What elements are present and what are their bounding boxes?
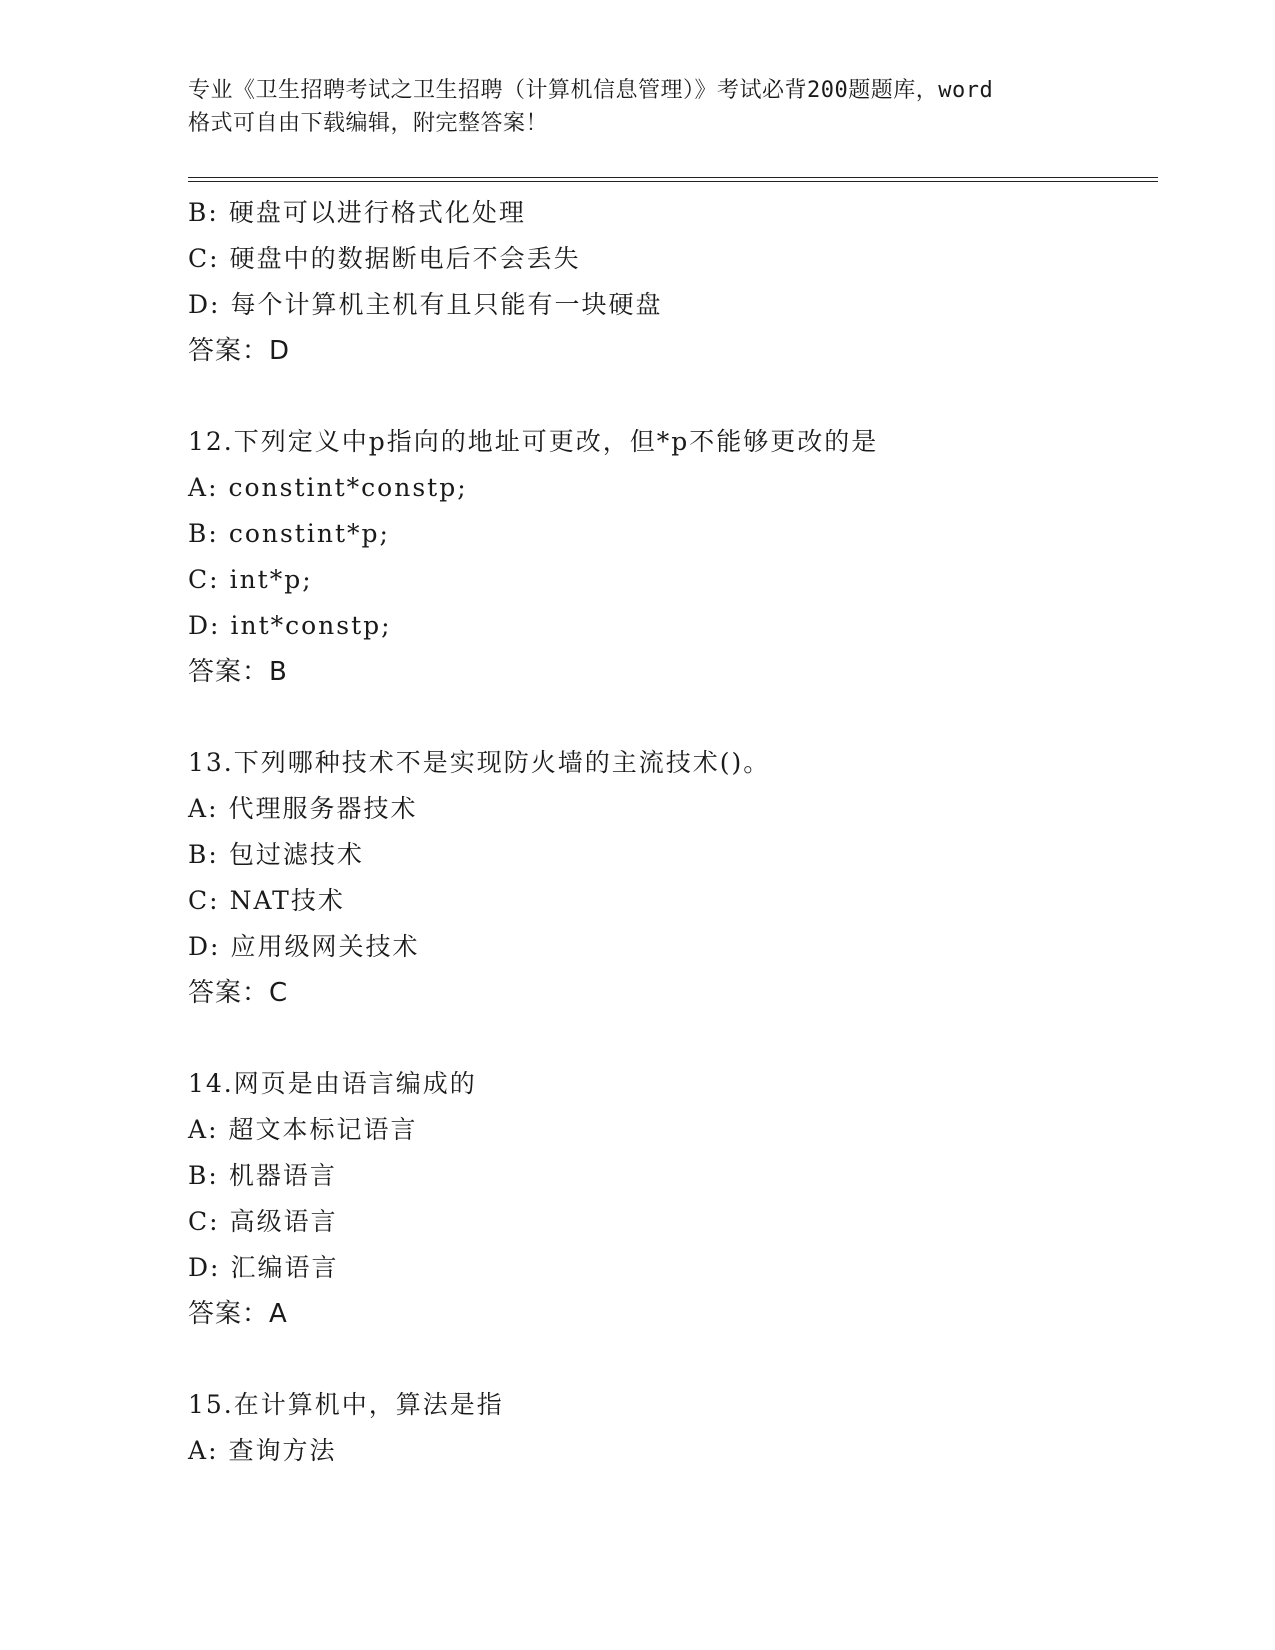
question-number: 15. [188,1390,234,1419]
option-letter: A [188,473,209,502]
question-text: 网页是由语言编成的 [233,1069,477,1098]
option-separator: : [210,932,221,961]
option-separator: : [209,1207,220,1236]
option-separator: : [208,794,219,823]
option-separator: : [208,198,219,227]
option-text: 硬盘可以进行格式化处理 [228,198,526,227]
answer-line [188,328,1148,374]
question-text: 下列定义中p指向的地址可更改，但*p不能够更改的是 [233,427,879,456]
option-line [188,1153,1148,1199]
option-letter: B [188,1161,209,1190]
option-letter: D [188,1253,211,1282]
question-number: 13. [188,748,234,777]
option-line [188,1428,1148,1474]
question-15 [188,1382,1148,1474]
option-text: 机器语言 [228,1161,337,1190]
answer-value: A [269,1299,288,1329]
option-line [188,236,1148,282]
answer-label: 答案： [188,336,270,366]
option-text: NAT技术 [229,886,345,915]
option-line [188,557,1148,603]
answer-value: D [269,336,291,366]
option-letter: C [188,244,210,273]
option-separator: : [208,519,219,548]
answer-line [188,649,1148,695]
option-line [188,190,1148,236]
answer-line [188,1291,1148,1337]
option-line [188,1245,1148,1291]
option-letter: D [188,290,211,319]
option-text: 查询方法 [228,1436,337,1465]
option-line [188,511,1148,557]
option-separator: : [208,1161,219,1190]
question-13 [188,740,1148,1016]
option-separator: : [208,1436,219,1465]
option-letter: B [188,198,209,227]
option-line [188,878,1148,924]
option-text: 应用级网关技术 [230,932,420,961]
answer-value: B [269,657,288,687]
option-letter: A [188,1115,209,1144]
option-letter: C [188,1207,210,1236]
option-line [188,282,1148,328]
option-letter: C [188,886,210,915]
document-header [188,74,1088,140]
option-text: 包过滤技术 [228,840,364,869]
option-letter: B [188,519,209,548]
option-text: 高级语言 [229,1207,338,1236]
option-text: 汇编语言 [230,1253,339,1282]
answer-line [188,970,1148,1016]
question-stem [188,419,1148,465]
option-text: constint*p; [228,519,390,548]
option-letter: C [188,565,210,594]
option-letter: A [188,1436,209,1465]
option-line [188,465,1148,511]
answer-value: C [269,978,289,1008]
header-line-1: 专业《卫生招聘考试之卫生招聘（计算机信息管理）》考试必背200题题库，word [188,78,994,103]
answer-label: 答案： [188,1299,270,1329]
question-text: 下列哪种技术不是实现防火墙的主流技术()。 [233,748,771,777]
question-content [188,190,1148,1474]
option-separator: : [210,290,221,319]
header-line-2: 格式可自由下载编辑，附完整答案！ [188,111,549,136]
option-letter: B [188,840,209,869]
question-14 [188,1061,1148,1337]
question-stem [188,740,1148,786]
option-line [188,832,1148,878]
option-line [188,1199,1148,1245]
answer-label: 答案： [188,978,270,1008]
option-text: 硬盘中的数据断电后不会丢失 [229,244,581,273]
option-text: 代理服务器技术 [228,794,418,823]
question-number: 12. [188,427,234,456]
option-separator: : [208,473,219,502]
option-separator: : [208,1115,219,1144]
option-line [188,1107,1148,1153]
option-separator: : [209,565,220,594]
question-number: 14. [188,1069,234,1098]
question-stem [188,1061,1148,1107]
question-text: 在计算机中，算法是指 [233,1390,504,1419]
option-separator: : [208,840,219,869]
answer-label: 答案： [188,657,270,687]
option-text: int*constp; [230,611,392,640]
question-12 [188,419,1148,695]
option-text: int*p; [229,565,313,594]
option-line [188,924,1148,970]
option-separator: : [210,1253,221,1282]
question-stem [188,1382,1148,1428]
option-separator: : [209,886,220,915]
option-separator: : [209,244,220,273]
option-line [188,786,1148,832]
option-letter: D [188,611,211,640]
header-double-rule [188,177,1158,182]
option-letter: D [188,932,211,961]
question-11-tail [188,190,1148,374]
option-text: 每个计算机主机有且只能有一块硬盘 [230,290,663,319]
option-separator: : [210,611,221,640]
option-text: constint*constp; [228,473,468,502]
option-letter: A [188,794,209,823]
option-text: 超文本标记语言 [228,1115,418,1144]
option-line [188,603,1148,649]
